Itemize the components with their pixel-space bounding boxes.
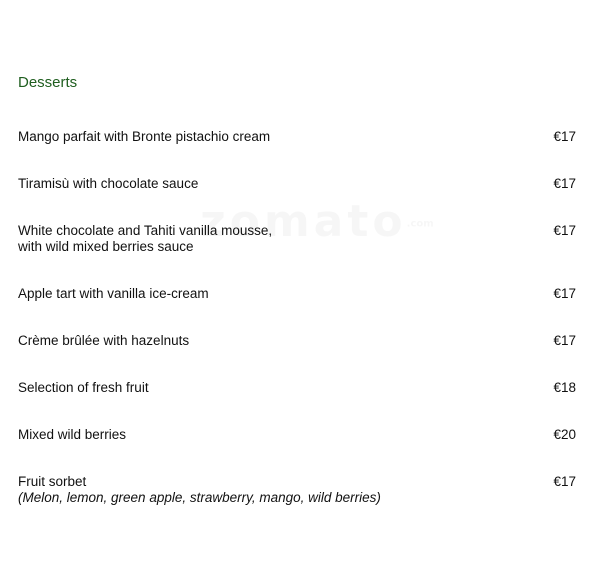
section-title: Desserts — [18, 74, 78, 91]
menu-item-price: €17 — [553, 474, 576, 489]
menu-item — [18, 176, 576, 192]
menu-item — [18, 333, 576, 349]
menu-item — [18, 223, 576, 255]
menu-item-price: €17 — [553, 286, 576, 301]
menu-item-name: Tiramisù with chocolate sauce — [18, 176, 199, 191]
menu-item — [18, 380, 576, 396]
menu-item-name: White chocolate and Tahiti vanilla mousse, — [18, 223, 273, 238]
menu-item-name: Crème brûlée with hazelnuts — [18, 333, 190, 348]
menu-item-price: €20 — [553, 427, 576, 442]
menu-item — [18, 474, 576, 506]
menu-item-price: €17 — [553, 333, 576, 348]
menu-item-name: Apple tart with vanilla ice-cream — [18, 286, 209, 301]
menu-item-name: Mixed wild berries — [18, 427, 127, 442]
menu-item-name-line2: with wild mixed berries sauce — [18, 239, 194, 254]
menu-item — [18, 286, 576, 302]
menu-item-price: €17 — [553, 176, 576, 191]
menu-item-name: Selection of fresh fruit — [18, 380, 149, 395]
menu-item-price: €18 — [553, 380, 576, 395]
menu-item — [18, 427, 576, 443]
menu-item-price: €17 — [553, 223, 576, 238]
menu-item — [18, 129, 576, 145]
menu-item-name: Fruit sorbet — [18, 474, 87, 489]
menu-item-name: Mango parfait with Bronte pistachio cream — [18, 129, 271, 144]
menu-item-note: (Melon, lemon, green apple, strawberry, mango, wild berries) — [18, 490, 381, 505]
menu-item-price: €17 — [553, 129, 576, 144]
